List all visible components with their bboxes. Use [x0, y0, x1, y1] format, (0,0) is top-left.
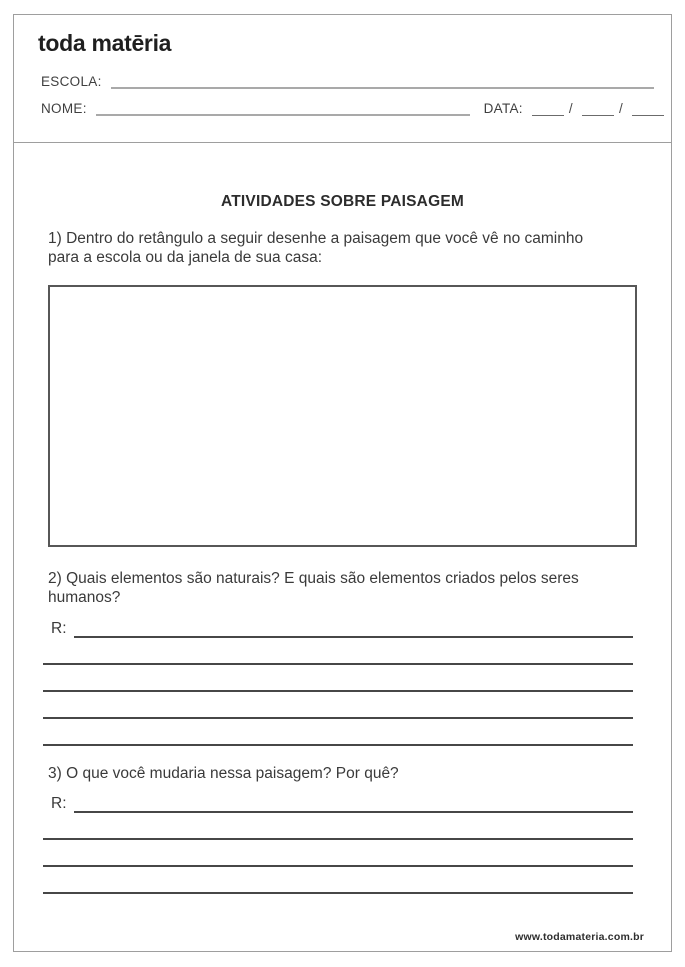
answer-write-line — [43, 665, 633, 692]
answer-2-first-line — [51, 620, 633, 638]
school-label: ESCOLA: — [41, 74, 102, 89]
worksheet-header — [14, 15, 671, 143]
answer-write-line — [43, 813, 633, 840]
name-label: NOME: — [41, 101, 87, 116]
date-day-fill-line — [532, 101, 564, 116]
answer-write-line — [43, 840, 633, 867]
question-1-text: 1) Dentro do retângulo a seguir desenhe a paisagem que você vê no caminho para a escola ou da janela de sua casa: — [48, 230, 584, 267]
date-month-fill-line — [582, 101, 614, 116]
answer-write-line — [74, 797, 634, 813]
answer-prefix: R: — [51, 619, 67, 637]
answer-write-line — [43, 692, 633, 719]
date-slash: / — [568, 101, 573, 116]
school-row — [41, 74, 654, 89]
brand-logo: toda matēria — [38, 30, 172, 56]
worksheet-title: ATIVIDADES SOBRE PAISAGEM — [221, 193, 464, 210]
footer-url: www.todamateria.com.br — [515, 931, 644, 943]
name-date-row — [41, 101, 664, 116]
date-label: DATA: — [483, 101, 523, 116]
question-2-text: 2) Quais elementos são naturais? E quais são elementos criados pelos seres humanos? — [48, 569, 579, 607]
answer-write-line — [43, 638, 633, 665]
answer-write-line — [43, 719, 633, 746]
answer-write-line — [43, 867, 633, 894]
drawing-box — [48, 285, 637, 547]
date-year-fill-line — [632, 101, 664, 116]
school-fill-line — [111, 74, 654, 89]
answer-3-first-line — [51, 795, 633, 813]
name-fill-line — [96, 101, 470, 116]
date-slash: / — [618, 101, 623, 116]
answer-prefix: R: — [51, 794, 67, 812]
question-3-text: 3) O que você mudaria nessa paisagem? Por quê? — [48, 764, 399, 782]
answer-write-line — [74, 622, 634, 638]
worksheet-page — [13, 14, 672, 952]
